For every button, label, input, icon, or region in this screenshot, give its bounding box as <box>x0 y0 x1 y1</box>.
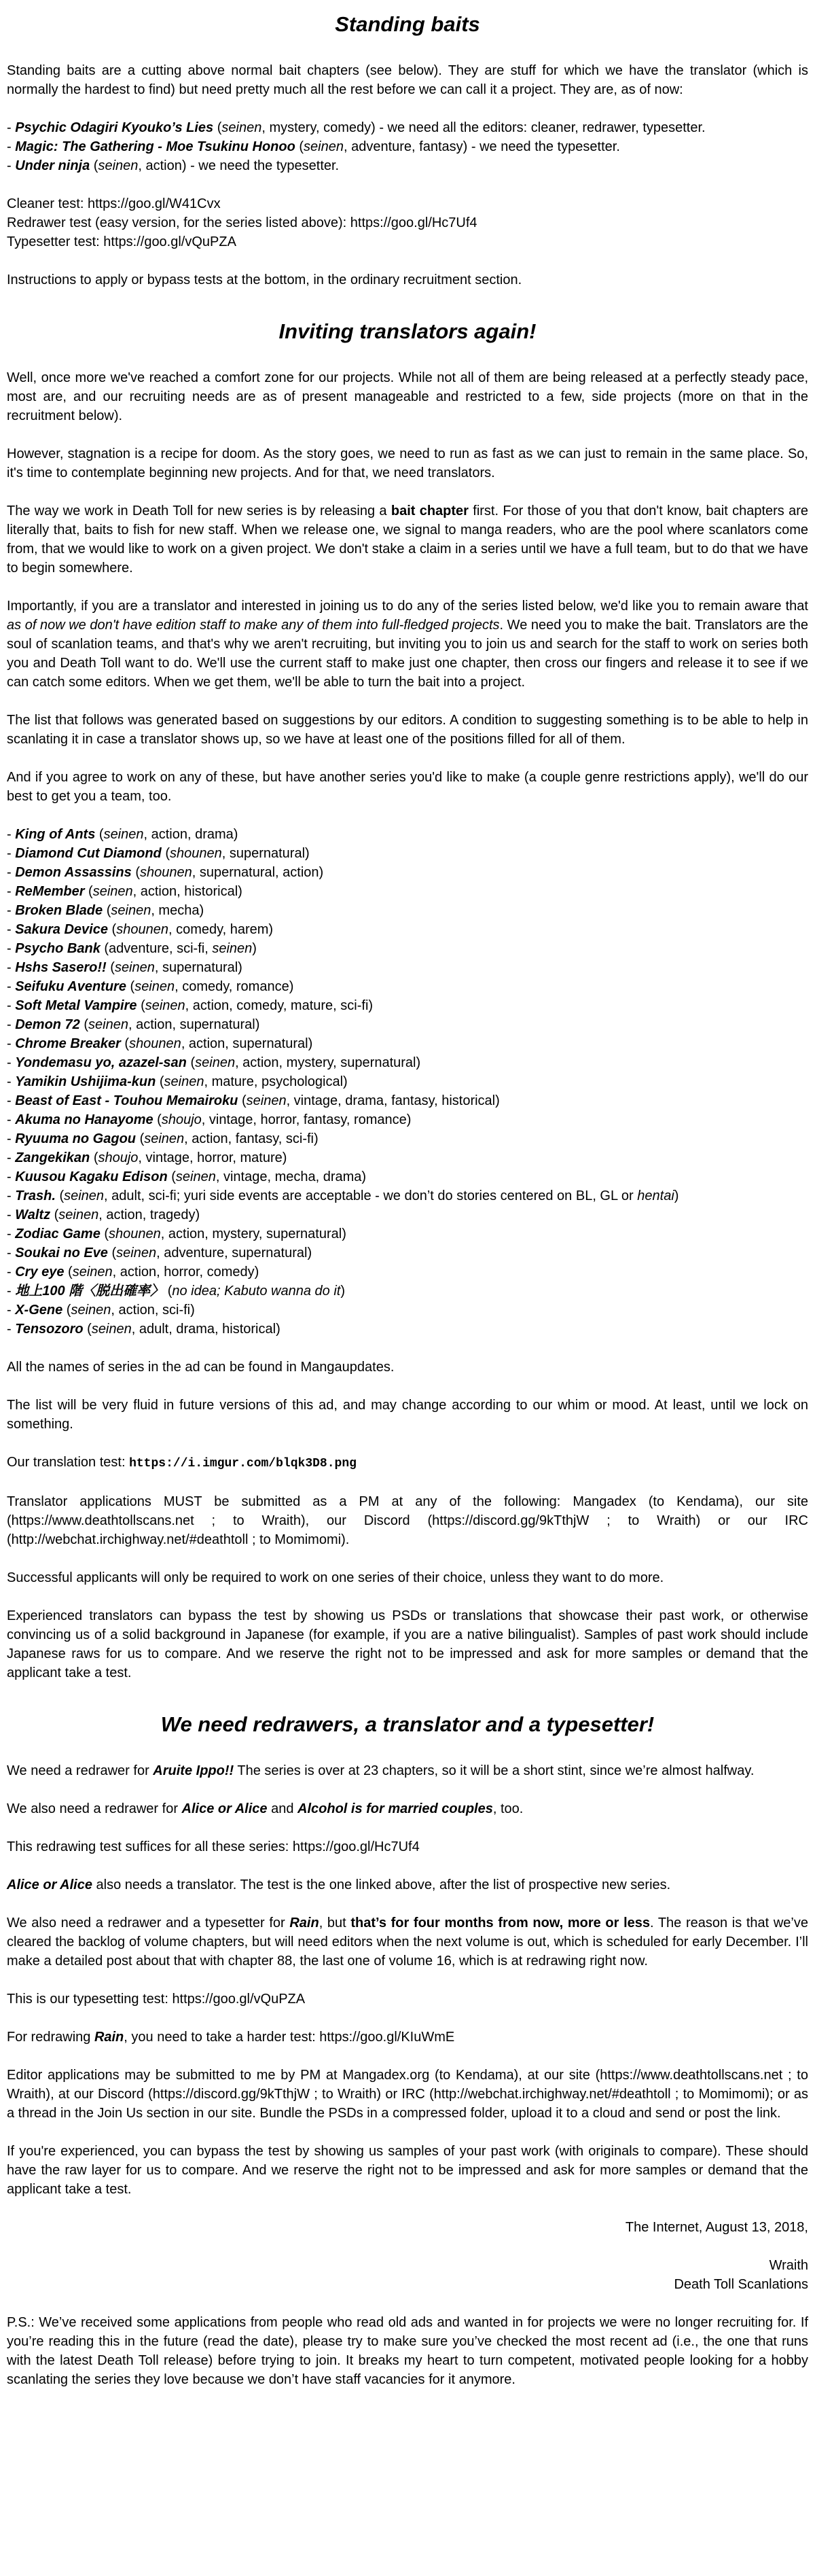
signature-block <box>7 2256 808 2294</box>
test-links <box>7 194 808 251</box>
paragraph: All the names of series in the ad can be found in Mangaupdates. <box>7 1360 395 1375</box>
prospective-series-list <box>7 825 808 1339</box>
series-list-item: - Soft Metal Vampire (seinen, action, comedy, mature, sci-fi) <box>7 998 374 1013</box>
paragraph: We also need a redrawer for Alice or Alice and Alcohol is for married couples, too. <box>7 1801 524 1816</box>
series-list-item: - Beast of East - Touhou Memairoku (seinen, vintage, drama, fantasy, historical) <box>7 1093 500 1108</box>
series-list-item: - Waltz (seinen, action, tragedy) <box>7 1207 200 1222</box>
test-links-line: Typesetter test: https://goo.gl/vQuPZA <box>7 234 236 249</box>
mono-url: https://i.imgur.com/blqk3D8.png <box>129 1457 357 1470</box>
series-list-item: - Psycho Bank (adventure, sci-fi, seinen) <box>7 941 257 956</box>
series-list-item: - Psychic Odagiri Kyouko’s Lies (seinen, mystery, comedy) - we need all the editors: cleaner, redrawer, typesetter. <box>7 120 706 135</box>
paragraph: The list that follows was generated based on suggestions by our editors. A condition to suggesting something is to be able to help in scanlating it in case a translator shows up, so we have at least one of the positions filled for all of them. <box>7 713 808 747</box>
series-list-item: - Tensozoro (seinen, adult, drama, historical) <box>7 1322 280 1337</box>
section-standing-baits <box>7 11 808 289</box>
series-list-item: - Diamond Cut Diamond (shounen, supernatural) <box>7 846 310 861</box>
series-list-item: - Trash. (seinen, adult, sci-fi; yuri side events are acceptable - we don’t do stories centered on BL, GL or hentai) <box>7 1188 679 1203</box>
series-list-item: - Cry eye (seinen, action, horror, comedy) <box>7 1265 259 1280</box>
paragraph: Successful applicants will only be required to work on one series of their choice, unless they want to do more. <box>7 1570 664 1585</box>
ps-note: P.S.: We’ve received some applications from people who read old ads and wanted in for projects we were no longer recruiting for. If you’re reading this in the future (read the date), please try to make sure you’ve checked the most recent ad (i.e., the one that runs with the latest Death Toll release) before trying to join. It breaks my heart to turn competent, motivated people looking for a hobby scanlating the series they love because we don’t have staff vacancies for it anymore. <box>7 2315 808 2387</box>
series-list-item: - Yondemasu yo, azazel-san (seinen, action, mystery, supernatural) <box>7 1055 421 1070</box>
signature-block-line: Wraith <box>769 2258 808 2273</box>
series-list-item: - Under ninja (seinen, action) - we need the typesetter. <box>7 158 340 173</box>
series-list-item: - Zodiac Game (shounen, action, mystery, supernatural) <box>7 1227 346 1241</box>
paragraph: The way we work in Death Toll for new series is by releasing a bait chapter first. For those of you that don't know, bait chapters are literally that, baits to fish for new staff. When we release one, we signal to manga readers, who are the pool where scanlators come from, that we would like to work on a given project. We don't stake a claim in a series until we have a full team, but to do that we have to begin somewhere. <box>7 504 809 576</box>
standing-baits-list <box>7 118 808 175</box>
paragraph: And if you agree to work on any of these, but have another series you'd like to make (a couple genre restrictions apply), we'll do our best to get you a team, too. <box>7 770 808 804</box>
paragraph: Translator applications MUST be submitted as a PM at any of the following: Mangadex (to Kendama), our site (https://www.deathtollscans.net ; to Wraith), our Discord (https://discord.gg/9kTthjW ; to Wraith) or our IRC (http://webchat.irchighway.net/#deathtoll ; to Momimomi). <box>7 1494 808 1547</box>
paragraph: Importantly, if you are a translator and interested in joining us to do any of the series listed below, we'd like you to remain aware that as of now we don't have edition staff to make any of them into full-fledged projects. We need you to make the bait. Translators are the soul of scanlation teams, and that's why we aren't recruiting, but inviting you to join us and search for the staff to work on series both you and Death Toll want to do. We'll use the current staff to make just one chapter, then cross our fingers and release it to see if we can catch some editors. When we get them, we'll be able to turn the bait into a project. <box>7 599 809 690</box>
series-list-item: - X-Gene (seinen, action, sci-fi) <box>7 1303 195 1318</box>
paragraph: However, stagnation is a recipe for doom. As the story goes, we need to run as fast as we can just to remain in the same place. So, it's time to contemplate beginning new projects. And for that, we need translators. <box>7 446 808 480</box>
series-list-item: - Zangekikan (shoujo, vintage, horror, mature) <box>7 1150 287 1165</box>
series-list-item: - King of Ants (seinen, action, drama) <box>7 827 238 842</box>
translation-test-line: Our translation test: https://i.imgur.com/blqk3D8.png <box>7 1455 357 1470</box>
series-list-item: - Magic: The Gathering - Moe Tsukinu Honoo (seinen, adventure, fantasy) - we need the typesetter. <box>7 139 620 154</box>
series-list-item: - Yamikin Ushijima-kun (seinen, mature, psychological) <box>7 1074 348 1089</box>
intro-paragraph: Standing baits are a cutting above normal bait chapters (see below). They are stuff for which we have the translator (which is normally the hardest to find) but need pretty much all the rest before we can call it a project. They are, as of now: <box>7 63 808 97</box>
paragraph: Editor applications may be submitted to me by PM at Mangadex.org (to Kendama), at our site (https://www.deathtollscans.net ; to Wraith), at our Discord (https://discord.gg/9kTthjW ; to Wraith) or IRC (http://webchat.irchighway.net/#deathtoll ; to Momimomi); or as a thread in the Join Us section in our site. Bundle the PSDs in a compressed folder, upload it to a cloud and send or post the link. <box>7 2068 808 2121</box>
paragraph: We need a redrawer for Aruite Ippo!! The series is over at 23 chapters, so it will be a short stint, since we’re almost halfway. <box>7 1763 755 1778</box>
section-inviting-translators <box>7 318 808 1682</box>
series-list-item: - Hshs Sasero!! (seinen, supernatural) <box>7 960 242 975</box>
paragraph: This redrawing test suffices for all these series: https://goo.gl/Hc7Uf4 <box>7 1839 420 1854</box>
section-heading-redrawers-translator-typesetter: We need redrawers, a translator and a typesetter! <box>160 1712 655 1736</box>
series-list-item: - 地上100 階〈脱出確率〉 (no idea; Kabuto wanna do it) <box>7 1284 346 1299</box>
series-list-item: - Kuusou Kagaku Edison (seinen, vintage, mecha, drama) <box>7 1169 367 1184</box>
paragraph: Alice or Alice also needs a translator. The test is the one linked above, after the list of prospective new series. <box>7 1877 671 1892</box>
test-links-line: Cleaner test: https://goo.gl/W41Cvx <box>7 196 221 211</box>
section-heading-standing-baits: Standing baits <box>335 12 480 36</box>
series-list-item: - Seifuku Aventure (seinen, comedy, romance) <box>7 979 294 994</box>
section-heading-inviting-translators: Inviting translators again! <box>278 319 537 343</box>
paragraph: If you're experienced, you can bypass the test by showing us samples of your past work (with originals to compare). These should have the raw layer for us to compare. And we reserve the right not to be impressed and ask for more samples or demand that the applicant take a test. <box>7 2144 808 2197</box>
redrawing-test-line: For redrawing Rain, you need to take a harder test: https://goo.gl/KIuWmE <box>7 2030 455 2045</box>
series-list-item: - Ryuuma no Gagou (seinen, action, fantasy, sci-fi) <box>7 1131 319 1146</box>
series-list-item: - Demon Assassins (shounen, supernatural, action) <box>7 865 324 880</box>
paragraph: The list will be very fluid in future versions of this ad, and may change according to our whim or mood. At least, until we lock on something. <box>7 1398 808 1432</box>
instructions-note: Instructions to apply or bypass tests at the bottom, in the ordinary recruitment section. <box>7 272 522 287</box>
paragraph: We also need a redrawer and a typesetter for Rain, but that’s for four months from now, more or less. The reason is that we’ve cleared the backlog of volume chapters, but will need editors when the next volume is out, which is scheduled for early December. I’ll make a detailed post about that with chapter 88, the last one of volume 16, which is at redrawing right now. <box>7 1916 808 1969</box>
paragraph: Experienced translators can bypass the test by showing us PSDs or translations that showcase their past work, or otherwise convincing us of a solid background in Japanese (for example, if you are a native bilingualist). Samples of past work should include Japanese raws for us to compare. And we reserve the right not to be impressed and ask for more samples or demand that the applicant take a test. <box>7 1608 808 1680</box>
date-line: The Internet, August 13, 2018, <box>625 2220 808 2235</box>
series-list-item: - ReMember (seinen, action, historical) <box>7 884 242 899</box>
series-list-item: - Broken Blade (seinen, mecha) <box>7 903 204 918</box>
series-list-item: - Sakura Device (shounen, comedy, harem) <box>7 922 274 937</box>
series-list-item: - Demon 72 (seinen, action, supernatural) <box>7 1017 260 1032</box>
series-list-item: - Akuma no Hanayome (shoujo, vintage, horror, fantasy, romance) <box>7 1112 412 1127</box>
typesetting-test-line: This is our typesetting test: https://goo.gl/vQuPZA <box>7 1992 306 2007</box>
signature-block-line: Death Toll Scanlations <box>674 2277 808 2292</box>
paragraph: Well, once more we've reached a comfort zone for our projects. While not all of them are being released at a perfectly steady pace, most are, and our recruiting needs are as of present manageable and restricted to a few, side projects (more on that in the recruitment below). <box>7 370 808 423</box>
series-list-item: - Soukai no Eve (seinen, adventure, supernatural) <box>7 1246 312 1260</box>
section-redrawers-translator-typesetter <box>7 1711 808 2389</box>
series-list-item: - Chrome Breaker (shounen, action, supernatural) <box>7 1036 313 1051</box>
test-links-line: Redrawer test (easy version, for the series listed above): https://goo.gl/Hc7Uf4 <box>7 215 477 230</box>
